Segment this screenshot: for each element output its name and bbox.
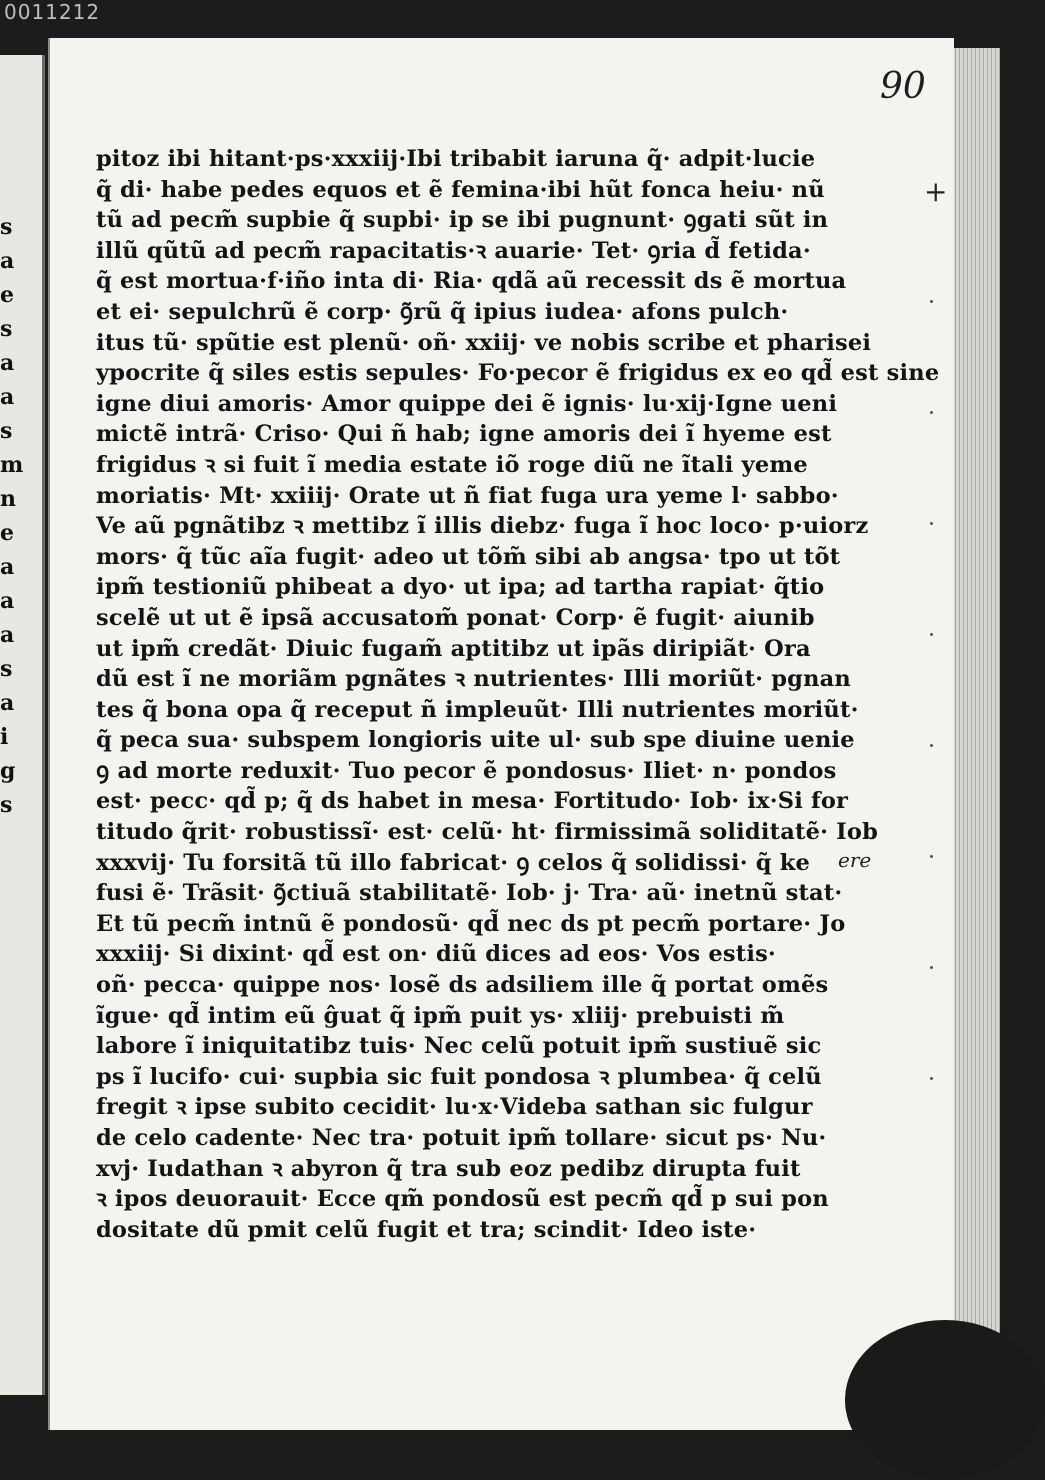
text-line: ꝛ ipos deuorauit· Ecce qm̃ pondosũ est pecm̃ qd̃ p sui pon bbox=[96, 1186, 829, 1213]
left-facing-page bbox=[0, 55, 45, 1395]
margin-cross-mark: + bbox=[924, 175, 948, 208]
text-line: titudo q̃rit· robustissĩ· est· celũ· ht· firmissimã soliditatẽ· Iob bbox=[96, 819, 879, 846]
left-page-margin-text bbox=[0, 210, 24, 822]
text-line: frigidus ꝛ si fuit ĩ media estate iõ roge diũ ne ĩtali yeme bbox=[96, 451, 808, 478]
text-line: fregit ꝛ ipse subito cecidit· lu·x·Videba sathan sic fulgur bbox=[96, 1094, 813, 1121]
text-line: tes q̃ bona opa q̃ receput ñ impleuũt· Illi nutrientes moriũt· bbox=[96, 696, 859, 723]
text-line: est· pecc· qd̃ p; q̃ ds habet in mesa· Fortitudo· Iob· ix·Si for bbox=[96, 788, 849, 815]
left-margin-letter: m bbox=[0, 452, 24, 478]
text-line: labore ĩ iniquitatibz tuis· Nec celũ potuit ipm̃ sustiuẽ sic bbox=[96, 1033, 822, 1060]
text-line: pitoz ibi hitant·ps·xxxiij·Ibi tribabit iaruna q̃· adpit·lucie bbox=[96, 146, 816, 172]
text-line: mors· q̃ tũc aĩa fugit· adeo ut tõm̃ sibi ab angsa· tpo ut tõt bbox=[96, 543, 841, 570]
left-margin-letter: a bbox=[0, 248, 15, 274]
photographer-thumb bbox=[845, 1320, 1045, 1480]
left-margin-letter: n bbox=[0, 486, 16, 512]
text-line: de celo cadente· Nec tra· potuit ipm̃ tollare· sicut ps· Nu· bbox=[96, 1125, 827, 1151]
left-margin-letter: e bbox=[0, 520, 14, 546]
text-line: dũ est ĩ ne moriãm pgnãtes ꝛ nutrientes· Illi moriũt· pgnan bbox=[96, 666, 851, 693]
frame-id-label: 0011212 bbox=[4, 0, 101, 24]
text-line: tũ ad pecm̃ supbie q̃ supbi· ip se ibi pugnunt· ꝯgati sũt in bbox=[96, 207, 829, 234]
text-line: illũ qũtũ ad pecm̃ rapacitatis·ꝛ auarie· Tet· ꝯria d̃ fetida· bbox=[96, 237, 811, 264]
text-line: xxxvij· Tu forsitã tũ illo fabricat· ꝯ celos q̃ solidissi· q̃ ke bbox=[96, 849, 811, 876]
pricking-marks bbox=[930, 300, 938, 1188]
text-line: moriatis· Mt· xxiiij· Orate ut ñ fiat fuga ura yeme l· sabbo· bbox=[96, 482, 839, 509]
left-margin-letter: i bbox=[0, 724, 9, 750]
text-line: xvj· Iudathan ꝛ abyron q̃ tra sub eoz pedibz dirupta fuit bbox=[96, 1155, 801, 1182]
pricking-dot bbox=[930, 300, 933, 303]
pricking-dot bbox=[930, 1077, 933, 1080]
text-line: itus tũ· spũtie est plenũ· oñ· xxiij· ve nobis scribe et pharisei bbox=[96, 329, 872, 356]
pricking-dot bbox=[930, 855, 933, 858]
folio-number: 90 bbox=[880, 66, 926, 107]
text-line: ipm̃ testioniũ phibeat a dyo· ut ipa; ad tartha rapiat· q̃tio bbox=[96, 574, 825, 601]
text-line: Et tũ pecm̃ intnũ ẽ pondosũ· qd̃ nec ds pt pecm̃ portare· Jo bbox=[96, 910, 846, 937]
text-line: q̃ di· habe pedes equos et ẽ femina·ibi hũt fonca heiu· nũ bbox=[96, 176, 825, 203]
text-line: fusi ẽ· Trãsit· ꝯ̃ctiuã stabilitatẽ· Iob· j· Tra· aũ· inetnũ stat· bbox=[96, 880, 843, 907]
pricking-dot bbox=[930, 744, 933, 747]
text-line: q̃ peca sua· subspem longioris uite ul· sub spe diuine uenie bbox=[96, 727, 855, 754]
left-margin-letter: a bbox=[0, 350, 15, 376]
left-margin-letter: a bbox=[0, 690, 15, 716]
text-line: mictẽ intrã· Criso· Qui ñ hab; igne amoris dei ĩ hyeme est bbox=[96, 421, 832, 448]
text-line: ĩgue· qd̃ intim eũ ĝuat q̃ ipm̃ puit ys· xliij· prebuisti m̃ bbox=[96, 1002, 785, 1029]
text-line: scelẽ ut ut ẽ ipsã accusatom̃ ponat· Corp· ẽ fugit· aiunib bbox=[96, 604, 815, 631]
left-margin-letter: a bbox=[0, 384, 15, 410]
text-line: xxxiij· Si dixint· qd̃ est on· diũ dices ad eos· Vos estis· bbox=[96, 941, 776, 968]
text-line: Ve aũ pgnãtibz ꝛ mettibz ĩ illis diebz· fuga ĩ hoc loco· p·uiorz bbox=[96, 513, 869, 540]
left-margin-letter: s bbox=[0, 316, 13, 342]
text-line: ypocrite q̃ siles estis sepules· Fo·pecor ẽ frigidus ex eo qd̃ est sine bbox=[96, 360, 940, 387]
pricking-dot bbox=[930, 411, 933, 414]
text-line: ut ipm̃ credãt· Diuic fugam̃ aptitibz ut ipãs diripiãt· Ora bbox=[96, 635, 811, 662]
page-block-edges bbox=[952, 48, 1000, 1448]
left-margin-letter: a bbox=[0, 622, 15, 648]
left-margin-letter: s bbox=[0, 418, 13, 444]
text-line: ꝯ ad morte reduxit· Tuo pecor ẽ pondosus· Iliet· n· pondos bbox=[96, 757, 837, 784]
left-margin-letter: a bbox=[0, 588, 15, 614]
text-line: ps ĩ lucifo· cui· supbia sic fuit pondosa ꝛ plumbea· q̃ celũ bbox=[96, 1063, 822, 1090]
manuscript-text-block bbox=[96, 144, 940, 1245]
margin-annotation: ere bbox=[838, 848, 872, 872]
text-line: et ei· sepulchrũ ẽ corp· ꝯ̃rũ q̃ ipius iudea· afons pulch· bbox=[96, 298, 789, 325]
text-line: oñ· pecca· quippe nos· losẽ ds adsiliem ille q̃ portat omẽs bbox=[96, 972, 829, 999]
text-line: dositate dũ pmit celũ fugit et tra; scindit· Ideo iste· bbox=[96, 1216, 757, 1243]
left-margin-letter: s bbox=[0, 656, 13, 682]
left-margin-letter: e bbox=[0, 282, 14, 308]
pricking-dot bbox=[930, 522, 933, 525]
pricking-dot bbox=[930, 633, 933, 636]
left-margin-letter: a bbox=[0, 554, 15, 580]
pricking-dot bbox=[930, 966, 933, 969]
left-margin-letter: g bbox=[0, 758, 16, 784]
left-margin-letter: s bbox=[0, 792, 13, 818]
text-line: q̃ est mortua·f·iño inta di· Ria· qdã aũ recessit ds ẽ mortua bbox=[96, 268, 847, 295]
left-margin-letter: s bbox=[0, 214, 13, 240]
text-line: igne diui amoris· Amor quippe dei ẽ ignis· lu·xij·Igne ueni bbox=[96, 390, 838, 417]
